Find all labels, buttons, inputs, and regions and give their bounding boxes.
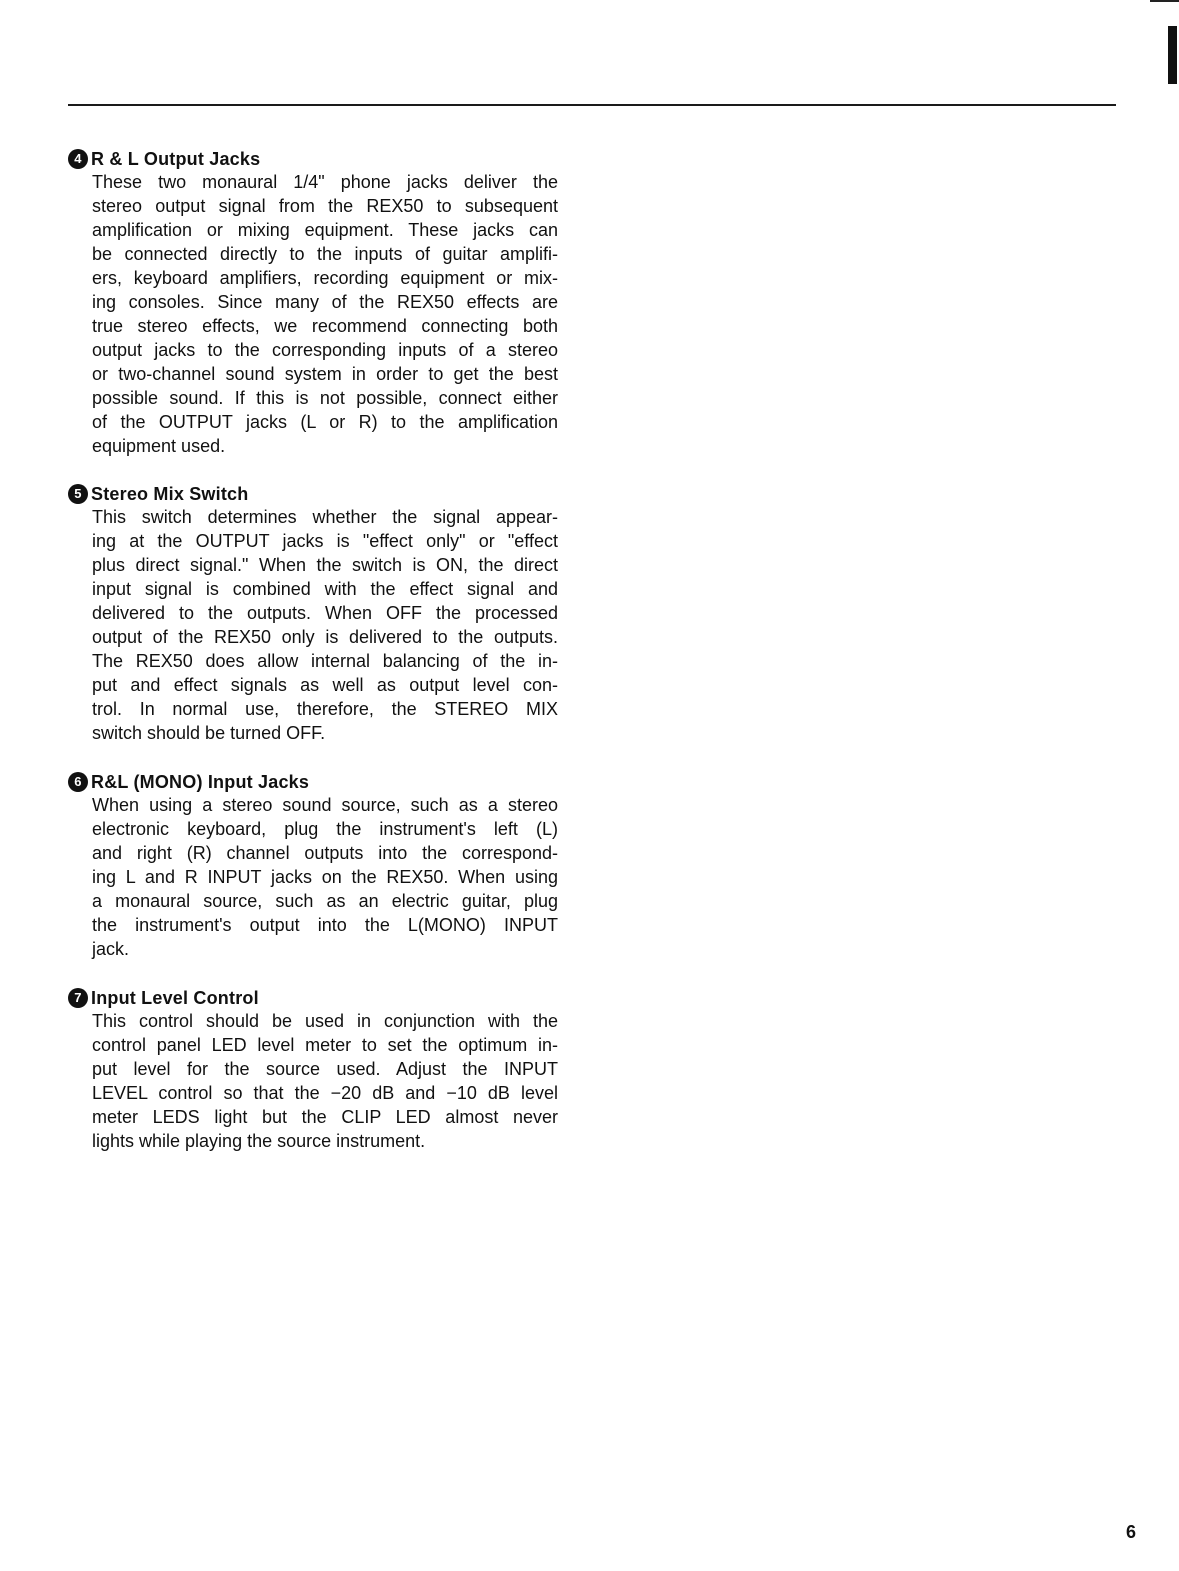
body-line: meter LEDS light but the CLIP LED almost never	[92, 1107, 558, 1127]
section-heading	[68, 987, 568, 1009]
body-line: The REX50 does allow internal balancing of the in-	[92, 651, 558, 671]
body-line: true stereo effects, we recommend connecting both	[92, 316, 558, 336]
body-line: jack.	[92, 939, 130, 959]
body-line: be connected directly to the inputs of guitar amplifi-	[92, 244, 558, 264]
body-line: put and effect signals as well as output level con-	[92, 675, 558, 695]
section-title: Stereo Mix Switch	[91, 484, 249, 504]
body-line: amplification or mixing equipment. These jacks can	[92, 220, 558, 240]
body-line: or two-channel sound system in order to get the best	[92, 364, 558, 384]
body-line: output of the REX50 only is delivered to the outputs.	[92, 627, 558, 647]
section-heading	[68, 148, 568, 170]
body-line: the instrument's output into the L(MONO) INPUT	[92, 915, 558, 935]
body-line: When using a stereo sound source, such as a stereo	[92, 795, 558, 815]
body-line: control panel LED level meter to set the optimum in-	[92, 1035, 558, 1055]
body-line: ing L and R INPUT jacks on the REX50. When using	[92, 867, 558, 887]
section-number-badge: 5	[68, 484, 88, 504]
body-line: a monaural source, such as an electric guitar, plug	[92, 891, 558, 911]
section-title: Input Level Control	[91, 988, 259, 1008]
section-body	[92, 170, 558, 458]
body-line: ing consoles. Since many of the REX50 effects are	[92, 292, 558, 312]
body-line: LEVEL control so that the −20 dB and −10 dB level	[92, 1083, 558, 1103]
body-line: ing at the OUTPUT jacks is "effect only" or "effect	[92, 531, 558, 551]
section-stereo-mix-switch	[68, 483, 568, 745]
body-line: equipment used.	[92, 436, 226, 456]
page-number: 6	[1126, 1522, 1137, 1542]
body-line: This switch determines whether the signal appear-	[92, 507, 558, 527]
body-line: put level for the source used. Adjust the INPUT	[92, 1059, 558, 1079]
body-line: ers, keyboard amplifiers, recording equipment or mix-	[92, 268, 558, 288]
section-r-l-mono-input-jacks	[68, 771, 568, 961]
section-number-badge: 7	[68, 988, 88, 1008]
body-line: lights while playing the source instrument.	[92, 1131, 426, 1151]
body-line: This control should be used in conjunction with the	[92, 1011, 558, 1031]
section-body	[92, 1009, 558, 1153]
section-title: R & L Output Jacks	[91, 149, 261, 169]
section-heading	[68, 483, 568, 505]
body-line: electronic keyboard, plug the instrument's left (L)	[92, 819, 558, 839]
body-line: trol. In normal use, therefore, the STEREO MIX	[92, 699, 558, 719]
body-line: output jacks to the corresponding inputs of a stereo	[92, 340, 558, 360]
body-line: possible sound. If this is not possible, connect either	[92, 388, 558, 408]
body-line: These two monaural 1/4" phone jacks deliver the	[92, 172, 558, 192]
section-heading	[68, 771, 568, 793]
body-line: of the OUTPUT jacks (L or R) to the amplification	[92, 412, 558, 432]
header-rule	[68, 104, 1116, 106]
section-number-badge: 4	[68, 149, 88, 169]
body-line: plus direct signal." When the switch is ON, the direct	[92, 555, 558, 575]
section-input-level-control	[68, 987, 568, 1153]
body-line: delivered to the outputs. When OFF the processed	[92, 603, 558, 623]
body-line: input signal is combined with the effect signal and	[92, 579, 558, 599]
body-line: stereo output signal from the REX50 to subsequent	[92, 196, 558, 216]
edge-tick	[1150, 0, 1179, 2]
section-body	[92, 793, 558, 961]
section-number-badge: 6	[68, 772, 88, 792]
body-line: switch should be turned OFF.	[92, 723, 326, 743]
section-r-l-output-jacks	[68, 148, 568, 458]
body-line: and right (R) channel outputs into the correspond-	[92, 843, 558, 863]
page-edge-tab-marker	[1168, 26, 1177, 84]
section-body	[92, 505, 558, 745]
section-title: R&L (MONO) Input Jacks	[91, 772, 310, 792]
